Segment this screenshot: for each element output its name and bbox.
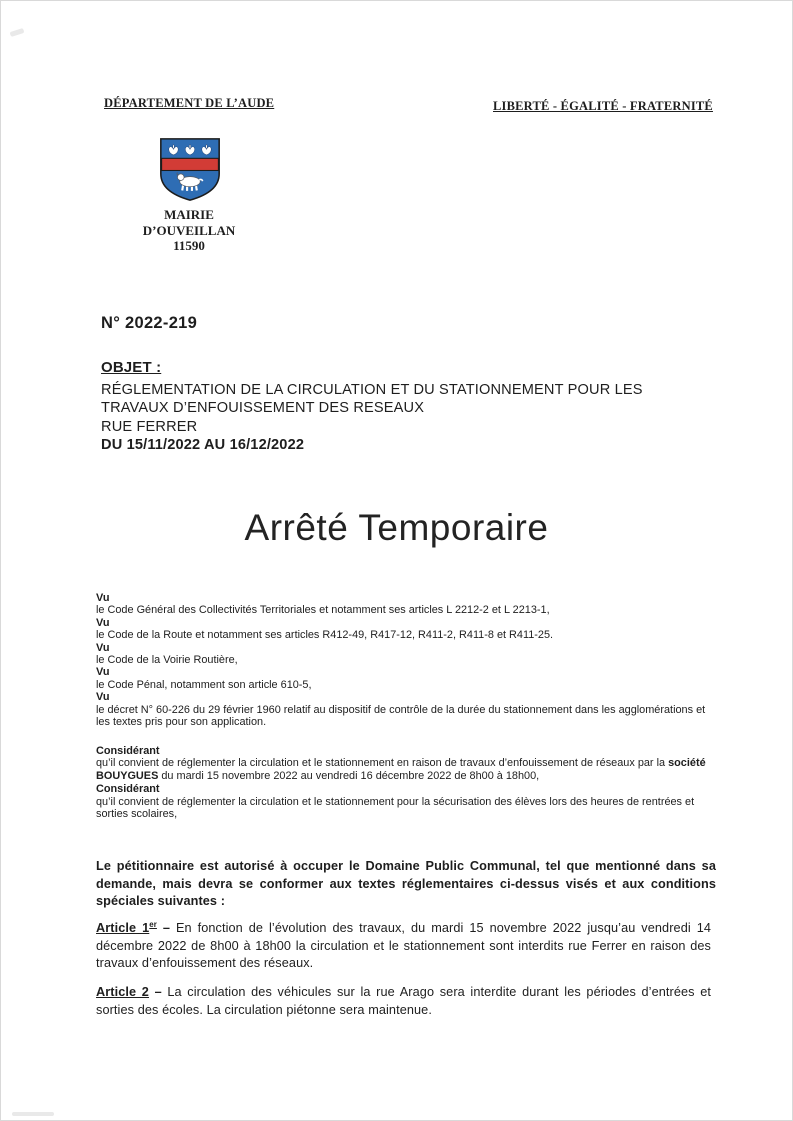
vu-item	[96, 691, 710, 728]
article-1-sup: er	[149, 920, 157, 929]
vu-label: Vu	[96, 666, 110, 679]
vu-label: Vu	[96, 691, 110, 704]
article-2-label: Article 2	[96, 985, 149, 999]
department-header: DÉPARTEMENT DE L’AUDE	[104, 96, 275, 110]
article-1-paragraph	[96, 916, 711, 973]
objet-line-3: RUE FERRER	[101, 418, 198, 435]
objet-line-2: TRAVAUX D’ENFOUISSEMENT DES RESEAUX	[101, 400, 425, 417]
vu-item	[96, 592, 710, 617]
vu-section	[96, 592, 710, 728]
coat-of-arms-icon	[153, 135, 227, 205]
mairie-block	[113, 207, 265, 254]
authorization-paragraph: Le pétitionnaire est autorisé à occuper le Domaine Public Communal, tel que mentionné dans sa demande, mais devra se conformer aux textes réglementaires ci-dessus visés et aux conditions spéciales suivantes :	[96, 859, 716, 909]
scan-artifact	[12, 1112, 54, 1116]
ouveillan-blason-icon	[153, 135, 227, 205]
objet-line-1: RÉGLEMENTATION DE LA CIRCULATION ET DU STATIONNEMENT POUR LES	[101, 381, 643, 398]
article-1-text: En fonction de l’évolution des travaux, du mardi 15 novembre 2022 jusqu’au vendredi 14 décembre 2022 de 8h00 à 18h00 la circulation et le stationnement sont interdits rue Ferrer en raison des travaux d’enfouissement des réseaux.	[96, 921, 712, 971]
considerant-label: Considérant	[96, 745, 160, 757]
vu-text: le Code Général des Collectivités Territoriales et notamment ses articles L 2212-2 et L 2213-1,	[96, 604, 550, 617]
vu-label: Vu	[96, 616, 110, 629]
considerant-text: qu’il convient de réglementer la circulation et le stationnement en raison de travaux d’enfouissement de réseaux par la société BOUYGUES du mardi 15 novembre 2022 au vendredi 16 décembre 2022 de 8h00 à 18h00,	[96, 757, 706, 782]
mairie-name-line2: D’OUVEILLAN	[142, 222, 236, 238]
article-1-dash: –	[156, 921, 176, 936]
considerant-label: Considérant	[96, 783, 160, 796]
vu-item	[96, 642, 710, 667]
considerant-item	[96, 783, 710, 820]
decree-number: N° 2022-219	[101, 314, 198, 332]
scan-artifact	[10, 28, 25, 37]
vu-item	[96, 617, 710, 642]
vu-label: Vu	[96, 641, 110, 654]
vu-text: le Code Pénal, notamment son article 610-5,	[96, 678, 312, 691]
vu-item	[96, 666, 710, 691]
objet-label: OBJET :	[101, 359, 162, 376]
considerant-text: qu’il convient de réglementer la circulation et le stationnement pour la sécurisation des élèves lors des heures de rentrées et sorties scolaires,	[96, 795, 695, 821]
vu-text: le Code de la Voirie Routière,	[96, 654, 238, 667]
vu-text: le décret N° 60-226 du 29 février 1960 relatif au dispositif de contrôle de la durée du stationnement dans les agglomérations et les textes pris pour son application.	[96, 703, 706, 729]
document-title: Arrêté Temporaire	[244, 507, 549, 548]
motto-header: LIBERTÉ - ÉGALITÉ - FRATERNITÉ	[493, 99, 713, 113]
considerant-item	[96, 745, 710, 782]
mairie-name-line1: MAIRIE	[164, 207, 214, 222]
article-2-paragraph	[96, 984, 711, 1019]
considerant-section	[96, 745, 710, 821]
objet-dates: DU 15/11/2022 AU 16/12/2022	[101, 437, 305, 454]
article-2-dash: –	[148, 985, 168, 999]
vu-label: Vu	[96, 592, 110, 604]
mairie-postal-code: 11590	[173, 238, 205, 253]
objet-section	[101, 359, 643, 455]
article-1-label: Article 1	[96, 921, 150, 936]
vu-text: le Code de la Route et notamment ses articles R412-49, R417-12, R411-2, R411-8 et R411-25.	[96, 629, 554, 642]
article-2-text: La circulation des véhicules sur la rue Arago sera interdite durant les périodes d’entrées et sorties des écoles. La circulation piétonne sera maintenue.	[96, 985, 712, 1017]
